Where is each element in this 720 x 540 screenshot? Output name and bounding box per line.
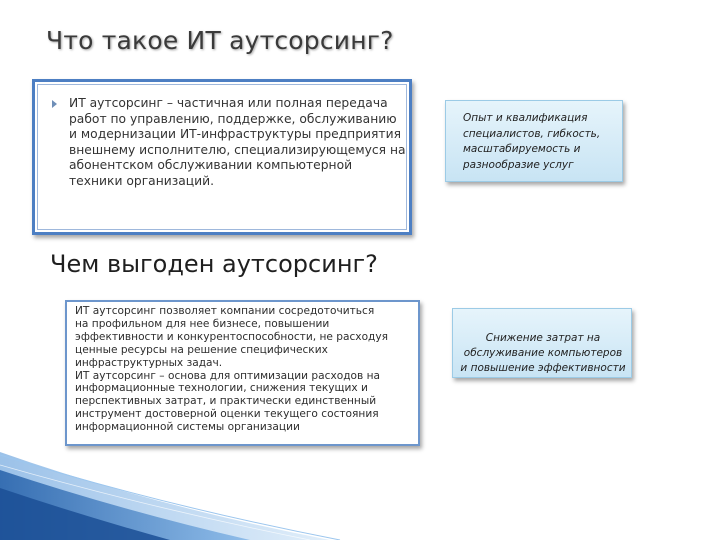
text-line: абонентском обслуживании компьютерной — [69, 158, 353, 173]
text-line: и модернизации ИТ-инфраструктуры предприятия — [69, 127, 401, 142]
callout-line: обслуживание компьютеров — [463, 347, 623, 359]
text-line: ценные ресурсы на решение специфических — [75, 343, 328, 356]
text-line: работ по управлению, поддержке, обслуживанию — [69, 111, 397, 126]
text-line: на профильном для нее бизнесе, повышении — [75, 317, 330, 330]
text-line: ИТ аутсорсинг позволяет компании сосредоточиться — [75, 305, 375, 317]
callout-cost-savings — [452, 308, 632, 378]
callout-line: и повышение эффективности — [460, 362, 626, 374]
section-heading: Чем выгоден аутсорсинг? — [50, 250, 378, 278]
definition-text — [69, 96, 409, 190]
callout-line: Снижение затрат на — [485, 332, 601, 344]
slide-title: Что такое ИТ аутсорсинг? — [46, 26, 394, 55]
text-line: ИТ аутсорсинг – основа для оптимизации расходов на — [75, 369, 381, 382]
text-line: инфраструктурных задач. — [75, 356, 223, 369]
benefits-text — [75, 305, 415, 434]
text-line: ИТ аутсорсинг – частичная или полная передача — [69, 96, 388, 110]
callout-line: разнообразие услуг — [463, 158, 574, 171]
text-line: информационной системы организации — [75, 421, 300, 434]
text-line: перспективных затрат, и практически единственный — [75, 395, 377, 408]
bullet-arrow-icon — [52, 100, 57, 108]
text-line: информационные технологии, снижения текущих и — [75, 382, 368, 395]
callout-line: Опыт и квалификация — [463, 112, 588, 124]
callout-line: масштабируемость и — [463, 143, 581, 155]
text-line: инструмент достоверной оценки текущего состояния — [75, 408, 379, 421]
callout-experience — [445, 100, 623, 182]
callout-line: специалистов, гибкость, — [463, 127, 601, 140]
text-line: эффективности и конкурентоспособности, не расходуя — [75, 330, 389, 343]
text-line: внешнему исполнителю, специализирующемуся на — [69, 142, 406, 157]
text-line: техники организаций. — [69, 173, 215, 188]
